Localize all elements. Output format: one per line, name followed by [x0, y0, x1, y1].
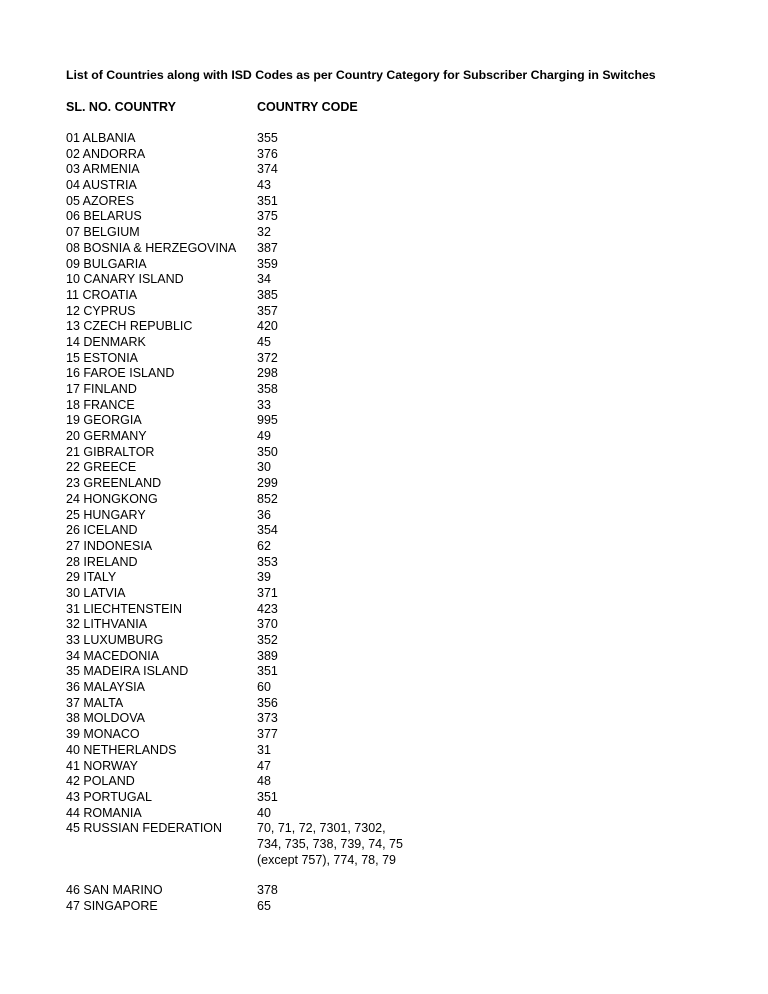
- country-code-line: 371: [257, 585, 278, 600]
- column-header-country: SL. NO. COUNTRY: [66, 100, 176, 114]
- list-item: [66, 366, 706, 382]
- list-item: [66, 476, 706, 492]
- country-name: 15 ESTONIA: [66, 350, 139, 365]
- country-code-line: 376: [257, 146, 278, 161]
- country-name: 30 LATVIA: [66, 585, 126, 600]
- country-name: 41 NORWAY: [66, 758, 139, 773]
- country-name: 22 GREECE: [66, 460, 137, 475]
- country-code: [257, 523, 278, 539]
- country-code-line: 389: [257, 648, 278, 663]
- country-code: [257, 649, 278, 665]
- country-name: 21 GIBRALTOR: [66, 444, 155, 459]
- list-item: [66, 429, 706, 445]
- list-item: [66, 241, 706, 257]
- country-code-line: 355: [257, 131, 278, 145]
- country-name: 43 PORTUGAL: [66, 789, 152, 804]
- list-item: [66, 508, 706, 524]
- country-code: [257, 413, 278, 429]
- country-name: 25 HUNGARY: [66, 507, 146, 522]
- country-code-line: 31: [257, 742, 271, 757]
- country-code-line: 353: [257, 554, 278, 569]
- column-header-code: COUNTRY CODE: [257, 100, 358, 114]
- list-item: [66, 555, 706, 571]
- list-item: [66, 492, 706, 508]
- country-code-line: 852: [257, 491, 278, 506]
- country-name: 39 MONACO: [66, 727, 140, 742]
- country-name: 38 MOLDOVA: [66, 711, 145, 726]
- country-code: [257, 257, 278, 273]
- country-code-line: 377: [257, 727, 278, 742]
- country-code: [257, 225, 271, 241]
- country-code: [257, 351, 278, 367]
- country-code: [257, 602, 278, 618]
- country-code: [257, 696, 278, 712]
- country-code: [257, 508, 271, 524]
- country-code-line: 351: [257, 664, 278, 679]
- country-code-line: 734, 735, 738, 739, 74, 75: [257, 836, 403, 851]
- country-name: 32 LITHVANIA: [66, 617, 148, 632]
- country-name: 06 BELARUS: [66, 209, 142, 224]
- list-item: [66, 821, 706, 868]
- list-item: [66, 523, 706, 539]
- country-code-line: 65: [257, 899, 271, 913]
- country-code-line: 48: [257, 774, 271, 789]
- list-item: [66, 460, 706, 476]
- country-name: 08 BOSNIA & HERZEGOVINA: [66, 240, 237, 255]
- country-code: [257, 162, 278, 178]
- country-name: 23 GREENLAND: [66, 476, 162, 491]
- list-item: [66, 304, 706, 320]
- country-code: [257, 806, 271, 822]
- country-name: 46 SAN MARINO: [66, 883, 163, 898]
- country-code-line: 357: [257, 303, 278, 318]
- country-code-line: 60: [257, 680, 271, 695]
- country-list: [66, 131, 706, 915]
- country-code: [257, 664, 278, 680]
- list-item: [66, 272, 706, 288]
- list-item: [66, 147, 706, 163]
- country-name: 24 HONGKONG: [66, 491, 158, 506]
- country-code-line: 70, 71, 72, 7301, 7302,: [257, 821, 386, 836]
- country-code-line: 351: [257, 193, 278, 208]
- country-code-line: 40: [257, 805, 271, 820]
- country-code: [257, 429, 271, 445]
- country-code-line: 33: [257, 397, 271, 412]
- list-item: [66, 774, 706, 790]
- list-item: [66, 790, 706, 806]
- list-item: [66, 131, 706, 147]
- country-code-line: 298: [257, 366, 278, 381]
- country-name: 04 AUSTRIA: [66, 178, 137, 193]
- country-code: [257, 272, 271, 288]
- country-code: [257, 759, 271, 775]
- country-name: 13 CZECH REPUBLIC: [66, 319, 193, 334]
- country-name: 45 RUSSIAN FEDERATION: [66, 821, 223, 836]
- country-code: [257, 633, 278, 649]
- list-item: [66, 257, 706, 273]
- country-code: [257, 680, 271, 696]
- country-code-line: 356: [257, 695, 278, 710]
- country-code: [257, 445, 278, 461]
- country-code-line: 420: [257, 319, 278, 334]
- country-name: 28 IRELAND: [66, 554, 138, 569]
- country-code: [257, 131, 278, 147]
- country-name: 07 BELGIUM: [66, 225, 140, 240]
- country-code-line: 385: [257, 287, 278, 302]
- country-code-line: 350: [257, 444, 278, 459]
- country-name: 03 ARMENIA: [66, 162, 140, 177]
- list-item: [66, 319, 706, 335]
- list-item: [66, 759, 706, 775]
- list-item: [66, 335, 706, 351]
- document-title: List of Countries along with ISD Codes as per Country Category for Subscriber Charging in Switches: [66, 68, 656, 82]
- country-code: [257, 460, 271, 476]
- list-item: [66, 602, 706, 618]
- country-code: [257, 178, 271, 194]
- country-code-line: 423: [257, 601, 278, 616]
- list-item: [66, 445, 706, 461]
- country-code-line: 36: [257, 507, 271, 522]
- country-name: 09 BULGARIA: [66, 256, 147, 271]
- country-code-line: 43: [257, 178, 271, 193]
- country-code-line: 358: [257, 382, 278, 396]
- list-item: [66, 711, 706, 727]
- country-code: [257, 743, 271, 759]
- country-name: 42 POLAND: [66, 774, 135, 789]
- country-code-line: 387: [257, 240, 278, 255]
- country-name: 01 ALBANIA: [66, 131, 136, 145]
- country-name: 37 MALTA: [66, 695, 124, 710]
- list-item: [66, 743, 706, 759]
- list-item: [66, 883, 706, 899]
- country-code-line: 62: [257, 538, 271, 553]
- country-code: [257, 288, 278, 304]
- list-item: [66, 806, 706, 822]
- country-code-line: (except 757), 774, 78, 79: [257, 852, 396, 867]
- country-code: [257, 555, 278, 571]
- country-name: 20 GERMANY: [66, 429, 147, 444]
- list-item: [66, 209, 706, 225]
- country-code: [257, 366, 278, 382]
- country-code-line: 375: [257, 209, 278, 224]
- country-code: [257, 194, 278, 210]
- country-code: [257, 539, 271, 555]
- list-item: [66, 899, 706, 915]
- country-code-line: 352: [257, 633, 278, 647]
- country-code: [257, 711, 278, 727]
- country-code: [257, 335, 271, 351]
- country-code: [257, 727, 278, 743]
- country-code-line: 372: [257, 350, 278, 365]
- country-name: 10 CANARY ISLAND: [66, 272, 184, 287]
- country-code-line: 359: [257, 256, 278, 271]
- list-item: [66, 649, 706, 665]
- list-item: [66, 617, 706, 633]
- country-code: [257, 147, 278, 163]
- country-code-line: 45: [257, 334, 271, 349]
- country-code: [257, 586, 278, 602]
- country-code-line: 374: [257, 162, 278, 177]
- country-name: 31 LIECHTENSTEIN: [66, 601, 183, 616]
- country-code-line: 47: [257, 758, 271, 773]
- list-item: [66, 664, 706, 680]
- country-code: [257, 821, 403, 868]
- country-name: 29 ITALY: [66, 570, 117, 585]
- country-code: [257, 398, 271, 414]
- country-code-line: 373: [257, 711, 278, 726]
- list-item: [66, 162, 706, 178]
- country-name: 36 MALAYSIA: [66, 680, 145, 695]
- country-name: 17 FINLAND: [66, 382, 137, 396]
- list-item: [66, 680, 706, 696]
- country-code-line: 299: [257, 476, 278, 491]
- list-item: [66, 586, 706, 602]
- list-item: [66, 178, 706, 194]
- country-name: 35 MADEIRA ISLAND: [66, 664, 189, 679]
- list-item: [66, 696, 706, 712]
- country-name: 18 FRANCE: [66, 397, 135, 412]
- country-code: [257, 319, 278, 335]
- country-name: 27 INDONESIA: [66, 538, 153, 553]
- country-code-line: 370: [257, 617, 278, 632]
- country-name: 05 AZORES: [66, 193, 135, 208]
- country-code: [257, 304, 278, 320]
- country-code-line: 995: [257, 413, 278, 428]
- country-code: [257, 774, 271, 790]
- country-name: 34 MACEDONIA: [66, 648, 160, 663]
- country-name: 40 NETHERLANDS: [66, 742, 177, 757]
- country-code-line: 30: [257, 460, 271, 475]
- list-item: [66, 398, 706, 414]
- country-code-line: 32: [257, 225, 271, 240]
- country-name: 12 CYPRUS: [66, 303, 136, 318]
- country-name: 14 DENMARK: [66, 334, 146, 349]
- country-code-line: 351: [257, 789, 278, 804]
- country-name: 16 FAROE ISLAND: [66, 366, 175, 381]
- country-code: [257, 899, 271, 915]
- country-name: 19 GEORGIA: [66, 413, 142, 428]
- list-item: [66, 570, 706, 586]
- country-code: [257, 241, 278, 257]
- country-code-line: 49: [257, 429, 271, 444]
- list-item: [66, 539, 706, 555]
- country-name: 47 SINGAPORE: [66, 899, 158, 913]
- country-code: [257, 790, 278, 806]
- country-code-line: 354: [257, 523, 278, 538]
- country-code: [257, 476, 278, 492]
- country-name: 44 ROMANIA: [66, 805, 142, 820]
- list-item: [66, 413, 706, 429]
- country-name: 33 LUXUMBURG: [66, 633, 164, 647]
- list-item: [66, 288, 706, 304]
- country-code: [257, 570, 271, 586]
- country-code: [257, 883, 278, 899]
- country-name: 11 CROATIA: [66, 287, 138, 302]
- country-code-line: 378: [257, 883, 278, 898]
- list-item: [66, 351, 706, 367]
- list-item: [66, 633, 706, 649]
- country-name: 26 ICELAND: [66, 523, 138, 538]
- country-code-line: 34: [257, 272, 271, 287]
- country-name: 02 ANDORRA: [66, 146, 146, 161]
- list-item: [66, 225, 706, 241]
- list-item: [66, 382, 706, 398]
- list-item: [66, 194, 706, 210]
- country-code-line: 39: [257, 570, 271, 585]
- country-code: [257, 382, 278, 398]
- country-code: [257, 209, 278, 225]
- list-item: [66, 727, 706, 743]
- country-code: [257, 617, 278, 633]
- country-code: [257, 492, 278, 508]
